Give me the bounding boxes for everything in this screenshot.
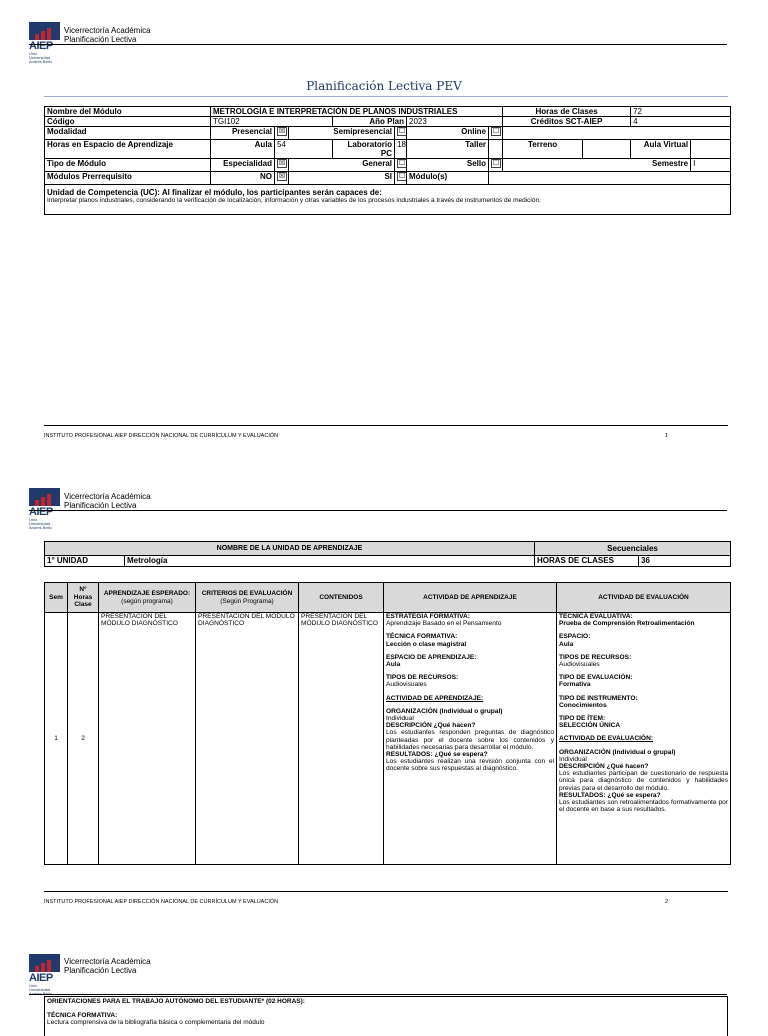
prereq-label: Módulos Prerrequisito (45, 172, 211, 185)
general-label: General (289, 159, 395, 172)
unit-table (44, 541, 731, 567)
page-2 (0, 470, 768, 940)
technique-label: TÉCNICA FORMATIVA: (47, 1011, 118, 1019)
class-hours-label: HORAS DE CLASES (535, 556, 639, 567)
title-divider (44, 96, 728, 97)
header-divider (29, 994, 727, 995)
online-checkbox[interactable]: ☐ (492, 128, 500, 136)
aula-value: 54 (275, 140, 333, 159)
page-number: 2 (664, 899, 668, 905)
planning-table (44, 582, 731, 865)
aiep-logo: AIEP Univ. Universidad Andrés Bello (29, 488, 60, 524)
row-expected-learning: PRESENTACIÓN DEL MÓDULO DIAGNÓSTICO (99, 613, 196, 865)
col-hours: N° Horas Clase (68, 583, 99, 613)
uc-label: Unidad de Competencia (UC): Al finalizar el módulo, los participantes serán capaces de: (47, 188, 382, 197)
row-learning-activity: ESTRATEGIA FORMATIVA: Aprendizaje Basado en el Pensamiento TÉCNICA FORMATIVA: Lección o clase magistral ESPACIO DE APRENDIZAJE: Aula TIPOS DE RECURSOS: Audiovisuales ACTIVIDAD DE APRENDIZAJE: ORGANIZACIÓN (Individual o grupal) Individual DESCRIPCIÓN ¿Qué hacen? Los estudiantes responden preguntas de diagnóstico planteadas por el docente sobre los contenidos y habilidades necesarias para desarrollar el módulo. RESULTADOS: ¿Qué se espera? Los estudiantes realizan una revisión conjunta con el docente sobre sus respuestas al diagnóstico. (384, 613, 557, 865)
header-text: Vicerrectoría Académica Planificación Lectiva (64, 26, 151, 44)
row-criteria: PRESENTACIÓN DEL MÓDULO DIAGNÓSTICO (196, 613, 299, 865)
technique-text: Lectura comprensiva de la bibliografía básica o complementaria del módulo (47, 1019, 265, 1026)
aiep-logo: AIEP Univ. Universidad Andrés Bello (29, 954, 60, 990)
plan-year-value: 2023 (407, 117, 503, 127)
semipresencial-checkbox[interactable]: ☐ (398, 128, 406, 136)
competency-unit (45, 185, 731, 215)
footer-divider (44, 425, 728, 426)
row-evaluation-activity: TÉCNICA EVALUATIVA: Prueba de Comprensión Retroalimentación ESPACIO: Aula TIPOS DE RECURSOS: Audiovisuales TIPO DE EVALUACIÓN: Formativa TIPO DE INSTRUMENTO: Conocimientos TIPO DE ÍTEM: SELECCIÓN ÚNICA ACTIVIDAD DE EVALUACIÓN: ORGANIZACIÓN (Individual o grupal) Individual DESCRIPCIÓN ¿Qué hacen? Los estudiantes participan de cuestionario de respuesta única para diagnóstico de contenidos y habilidades previas para el desarrollo del módulo. RESULTADOS: ¿Qué se espera? Los estudiantes son retroalimentados formativamente por el docente en base a sus resultados. (557, 613, 731, 865)
taller-label: Taller (407, 140, 489, 159)
credits-label: Créditos SCT-AIEP (503, 117, 631, 127)
hours-space-label: Horas en Espacio de Aprendizaje (45, 140, 211, 159)
row-sem: 1 (45, 613, 68, 865)
uc-text: Interpretar planos industriales, considerando la verificación de localización, información y otras variables de los procesos industriales a través de instrumentos de medición. (47, 197, 541, 204)
col-evaluation-activity: ACTIVIDAD DE EVALUACIÓN (557, 583, 731, 613)
prereq-no-checkbox[interactable]: ☒ (278, 173, 286, 181)
footer-text: INSTITUTO PROFESIONAL AIEP DIRECCIÓN NACIONAL DE CURRÍCULUM Y EVALUACIÓN (44, 433, 279, 439)
terreno-label: Terreno (503, 140, 583, 159)
general-checkbox[interactable]: ☐ (398, 160, 406, 168)
header-text: Vicerrectoría Académica Planificación Lectiva (64, 957, 151, 975)
code-value: TGI102 (211, 117, 333, 127)
class-hours-value: 36 (639, 556, 731, 567)
autonomous-work-box (44, 996, 728, 1036)
secuenciales-label: Secuenciales (535, 542, 731, 556)
col-expected-learning: APRENDIZAJE ESPERADO: (según programa) (99, 583, 196, 613)
hours-value: 72 (631, 107, 731, 117)
autonomous-work-title: ORIENTACIONES PARA EL TRABAJO AUTÓNOMO DEL ESTUDIANTE* (02 HORAS): (47, 998, 305, 1005)
no-label: NO (211, 172, 275, 185)
sello-label: Sello (407, 159, 489, 172)
row-contents: PRESENTACIÓN DEL MÓDULO DIAGNÓSTICO (299, 613, 384, 865)
col-criteria: CRITERIOS DE EVALUACIÓN (Según Programa) (196, 583, 299, 613)
row-hours: 2 (68, 613, 99, 865)
col-contents: CONTENIDOS (299, 583, 384, 613)
page-title: Planificación Lectiva PEV (306, 79, 462, 93)
aiep-logo: AIEP Univ. Universidad Andrés Bello (29, 22, 60, 58)
code-label: Código (45, 117, 211, 127)
modality-label: Modalidad (45, 127, 211, 140)
sello-checkbox[interactable]: ☐ (492, 160, 500, 168)
presencial-label: Presencial (211, 127, 275, 140)
unit-number: 1° UNIDAD (45, 556, 125, 567)
aula-virtual-label: Aula Virtual (631, 140, 691, 159)
table-row (45, 613, 731, 865)
footer (44, 433, 730, 439)
header-text: Vicerrectoría Académica Planificación Lectiva (64, 492, 151, 510)
hours-label: Horas de Clases (503, 107, 631, 117)
page-1 (0, 0, 768, 450)
page-3 (0, 950, 768, 1024)
page-number: 1 (664, 433, 668, 439)
footer-divider (44, 891, 728, 892)
aula-label: Aula (211, 140, 275, 159)
especialidad-label: Especialidad (211, 159, 275, 172)
module-name: METROLOGÍA E INTERPRETACIÓN DE PLANOS INDUSTRIALES (211, 107, 503, 117)
prereq-si-checkbox[interactable]: ☐ (398, 173, 406, 181)
semipresencial-label: Semipresencial (289, 127, 395, 140)
si-label: SI (289, 172, 395, 185)
col-learning-activity: ACTIVIDAD DE APRENDIZAJE (384, 583, 557, 613)
module-name-label: Nombre del Módulo (45, 107, 211, 117)
module-info-table (44, 106, 731, 215)
modulos-label: Módulo(s) (407, 172, 489, 185)
header-divider (29, 510, 727, 511)
lab-label: Laboratorio PC (333, 140, 395, 159)
presencial-checkbox[interactable]: ☒ (278, 128, 286, 136)
unit-name: Metrología (125, 556, 535, 567)
semestre-value: I (691, 159, 731, 172)
online-label: Online (407, 127, 489, 140)
col-sem: Sem (45, 583, 68, 613)
unit-header: NOMBRE DE LA UNIDAD DE APRENDIZAJE (45, 542, 535, 556)
semestre-label: Semestre (503, 159, 691, 172)
module-type-label: Tipo de Módulo (45, 159, 211, 172)
credits-value: 4 (631, 117, 731, 127)
lab-value: 18 (395, 140, 407, 159)
header-divider (29, 44, 727, 45)
footer-text: INSTITUTO PROFESIONAL AIEP DIRECCIÓN NACIONAL DE CURRÍCULUM Y EVALUACIÓN (44, 899, 279, 905)
footer (44, 899, 730, 905)
especialidad-checkbox[interactable]: ☒ (278, 160, 286, 168)
plan-year-label: Año Plan (333, 117, 407, 127)
